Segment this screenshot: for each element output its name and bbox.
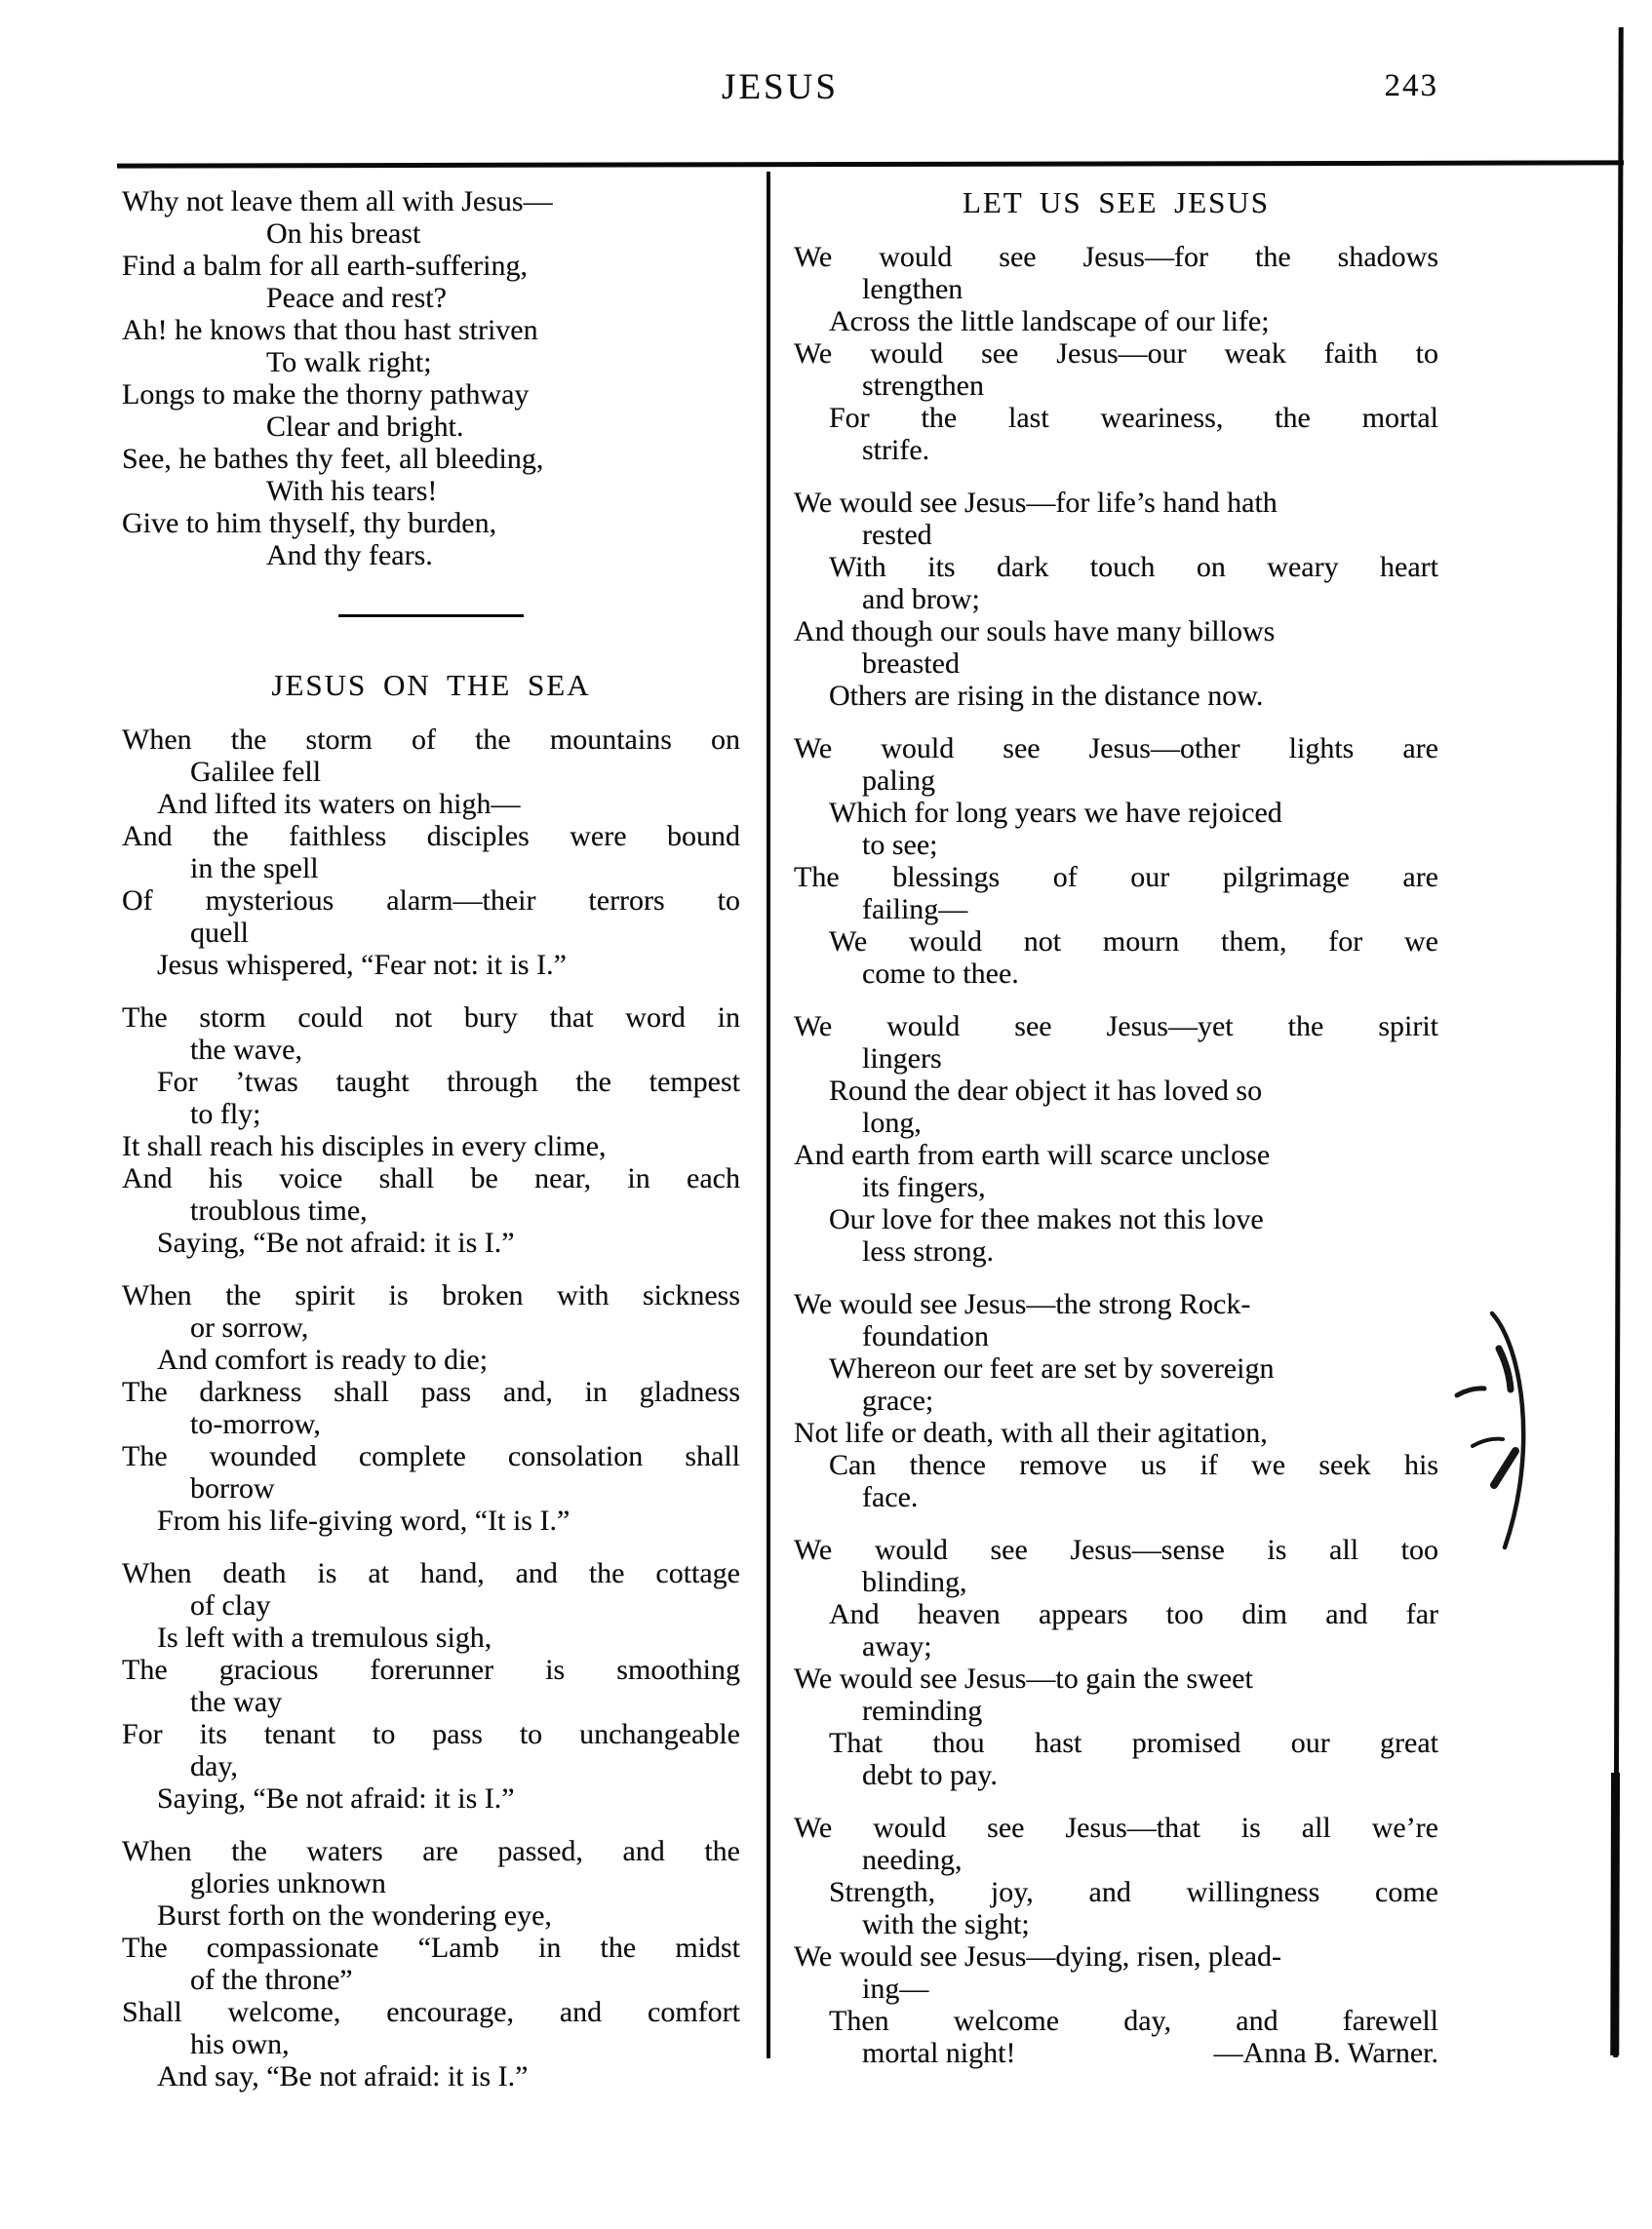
poem-line: borrow — [190, 1472, 275, 1505]
poem-line: grace; — [862, 1385, 934, 1417]
handwritten-pen-marks — [1443, 1302, 1609, 1584]
page-number: 243 — [1384, 68, 1438, 103]
poem-line: Clear and bright. — [266, 411, 464, 443]
poem-line: It shall reach his disciples in every clime, — [122, 1130, 607, 1162]
poem-line: Find a balm for all earth-suffering, — [122, 250, 528, 282]
poem-line: And say, “Be not afraid: it is I.” — [157, 2060, 529, 2092]
poem-line: breasted — [862, 647, 960, 680]
stanza — [794, 1010, 1438, 1268]
poem-line: We would see Jesus—sense is all too — [794, 1534, 1438, 1566]
poem-line: Is left with a tremulous sigh, — [157, 1622, 492, 1654]
left-column — [122, 185, 740, 2113]
poem-line: Across the little landscape of our life; — [829, 305, 1270, 337]
poem-line: blinding, — [862, 1566, 967, 1598]
poem-line: Saying, “Be not afraid: it is I.” — [157, 1782, 515, 1815]
poem-line: Ah! he knows that thou hast striven — [122, 314, 538, 346]
book-edge-line — [1613, 27, 1623, 2057]
poem-line: And though our souls have many billows — [794, 615, 1276, 647]
poem-line: We would see Jesus—that is all we’re — [794, 1812, 1438, 1844]
poem-line — [794, 2037, 1438, 2069]
poem-line: quell — [190, 917, 249, 949]
poem-line: We would see Jesus—for the shadows — [794, 241, 1438, 273]
poem-line: From his life-giving word, “It is I.” — [157, 1505, 570, 1537]
poem-line: Longs to make the thorny pathway — [122, 378, 530, 411]
poem-title: JESUS ON THE SEA — [271, 668, 591, 702]
poem-line: We would see Jesus—other lights are — [794, 732, 1438, 764]
poem-line: away; — [862, 1630, 932, 1662]
pen-arc-thick — [1499, 1349, 1511, 1389]
poem-line: Round the dear object it has loved so — [829, 1075, 1263, 1107]
poem-line: The wounded complete consolation shall — [122, 1440, 740, 1472]
poem-line: We would see Jesus—yet the spirit — [794, 1010, 1438, 1042]
stanza — [794, 1288, 1438, 1513]
poem-title: LET US SEE JESUS — [962, 185, 1271, 219]
poem-line: We would see Jesus—for life’s hand hath — [794, 487, 1278, 519]
section-divider-rule — [338, 614, 524, 617]
poem-line: On his breast — [266, 217, 421, 250]
stanza — [122, 723, 740, 981]
poem-line: For ’twas taught through the tempest — [157, 1066, 740, 1098]
poem-line: day, — [190, 1750, 238, 1782]
poem-line: Others are rising in the distance now. — [829, 680, 1264, 712]
poem-line: the way — [190, 1686, 283, 1718]
poem-line: glories unknown — [190, 1867, 386, 1899]
poem-line: lingers — [862, 1042, 942, 1075]
poem-line: Give to him thyself, thy burden, — [122, 507, 497, 539]
poem-line: The storm could not bury that word in — [122, 1001, 740, 1034]
poem-line: And the faithless disciples were bound — [122, 820, 740, 852]
poem-line: For the last weariness, the mortal — [829, 402, 1438, 434]
poem-line: face. — [862, 1481, 919, 1513]
poem-line: We would not mourn them, for we — [829, 925, 1438, 958]
poem-line: rested — [862, 519, 932, 551]
stanza — [794, 241, 1438, 466]
poem-line: in the spell — [190, 852, 319, 884]
poem-line: That thou hast promised our great — [829, 1727, 1438, 1759]
stanza — [794, 1534, 1438, 1791]
poem-line: long, — [862, 1107, 922, 1139]
stanza — [794, 732, 1438, 990]
poem-line: See, he bathes thy feet, all bleeding, — [122, 443, 544, 475]
poem-line: lengthen — [862, 273, 964, 305]
poem-line: Galilee fell — [190, 756, 322, 788]
poem-line: And comfort is ready to die; — [157, 1344, 489, 1376]
poem-line: strengthen — [862, 370, 984, 402]
stanza — [122, 1835, 740, 2092]
poem-line: The gracious forerunner is smoothing — [122, 1654, 740, 1686]
right-column — [794, 185, 1438, 2090]
poem-line: We would see Jesus—to gain the sweet — [794, 1662, 1253, 1695]
poem-line: Which for long years we have rejoiced — [829, 797, 1282, 829]
poem-line: And lifted its waters on high— — [157, 788, 521, 820]
column-divider-line — [767, 172, 770, 2058]
poem-line: Then welcome day, and farewell — [829, 2005, 1438, 2037]
stanza — [794, 1812, 1438, 2069]
poem-line-text: mortal night! — [862, 2037, 1016, 2069]
poem-line: of the throne” — [190, 1964, 353, 1996]
poem-line: failing— — [862, 893, 968, 925]
header-rule — [117, 160, 1624, 168]
poem-line: Of mysterious alarm—their terrors to — [122, 884, 740, 917]
poem-line: Our love for thee makes not this love — [829, 1203, 1264, 1235]
poem-line: We would see Jesus—our weak faith to — [794, 337, 1438, 370]
poem-line: When death is at hand, and the cottage — [122, 1557, 740, 1589]
poem-line: strife. — [862, 434, 930, 466]
poem-line: When the waters are passed, and the — [122, 1835, 740, 1867]
poem-line: When the storm of the mountains on — [122, 723, 740, 756]
poem-line: the wave, — [190, 1034, 302, 1066]
poem-line: Strength, joy, and willingness come — [829, 1876, 1438, 1908]
stanza — [122, 1557, 740, 1815]
poem-line: to fly; — [190, 1098, 261, 1130]
poem-line: Peace and rest? — [266, 282, 447, 314]
poem-line: Why not leave them all with Jesus— — [122, 185, 553, 217]
poem-line: to-morrow, — [190, 1408, 321, 1440]
poem-line: To walk right; — [266, 346, 432, 378]
stanza — [122, 185, 740, 571]
poem-line: his own, — [190, 2028, 290, 2060]
poem-line: We would see Jesus—dying, risen, plead- — [794, 1940, 1281, 1973]
poem-line: And heaven appears too dim and far — [829, 1598, 1438, 1630]
stanza — [794, 487, 1438, 712]
poem-line: or sorrow, — [190, 1311, 309, 1344]
poem-line: The blessings of our pilgrimage are — [794, 861, 1438, 893]
poem-line: debt to pay. — [862, 1759, 998, 1791]
pen-slash-mark — [1494, 1451, 1515, 1485]
poem-line: foundation — [862, 1320, 989, 1352]
poem-line: For its tenant to pass to unchangeable — [122, 1718, 740, 1750]
poem-line: and brow; — [862, 583, 980, 615]
poem-line: Saying, “Be not afraid: it is I.” — [157, 1227, 515, 1259]
poem-attribution: —Anna B. Warner. — [1213, 2037, 1438, 2069]
poem-line: Whereon our feet are set by sovereign — [829, 1352, 1275, 1385]
poem-line: to see; — [862, 829, 938, 861]
stanza — [122, 1279, 740, 1537]
poem-line: With his tears! — [266, 475, 438, 507]
poem-line: troublous time, — [190, 1194, 368, 1227]
poem-line: The compassionate “Lamb in the midst — [122, 1932, 740, 1964]
poem-line: And earth from earth will scarce unclose — [794, 1139, 1271, 1171]
poem-line: of clay — [190, 1589, 271, 1622]
poem-line: Shall welcome, encourage, and comfort — [122, 1996, 740, 2028]
poem-line: reminding — [862, 1695, 983, 1727]
poem-line: With its dark touch on weary heart — [829, 551, 1438, 583]
poem-line: And thy fears. — [266, 539, 433, 571]
page-header-title: JESUS — [722, 67, 839, 107]
poem-line: come to thee. — [862, 958, 1019, 990]
poem-line: Jesus whispered, “Fear not: it is I.” — [157, 949, 567, 981]
stanza — [122, 1001, 740, 1259]
poem-line: Not life or death, with all their agitation, — [794, 1417, 1268, 1449]
poem-line: When the spirit is broken with sickness — [122, 1279, 740, 1311]
poem-line: We would see Jesus—the strong Rock- — [794, 1288, 1251, 1320]
poem-line: Can thence remove us if we seek his — [829, 1449, 1438, 1481]
pen-dash-mark-2 — [1473, 1439, 1503, 1446]
poem-line: Burst forth on the wondering eye, — [157, 1899, 552, 1932]
poem-line: its fingers, — [862, 1171, 986, 1203]
poem-line: needing, — [862, 1844, 963, 1876]
poem-line: with the sight; — [862, 1908, 1030, 1940]
poem-line: The darkness shall pass and, in gladness — [122, 1376, 740, 1408]
poem-line: And his voice shall be near, in each — [122, 1162, 740, 1194]
poem-line: ing— — [862, 1973, 929, 2005]
poem-line: paling — [862, 764, 935, 797]
poem-line: less strong. — [862, 1235, 994, 1268]
pen-dash-mark-1 — [1457, 1388, 1484, 1395]
